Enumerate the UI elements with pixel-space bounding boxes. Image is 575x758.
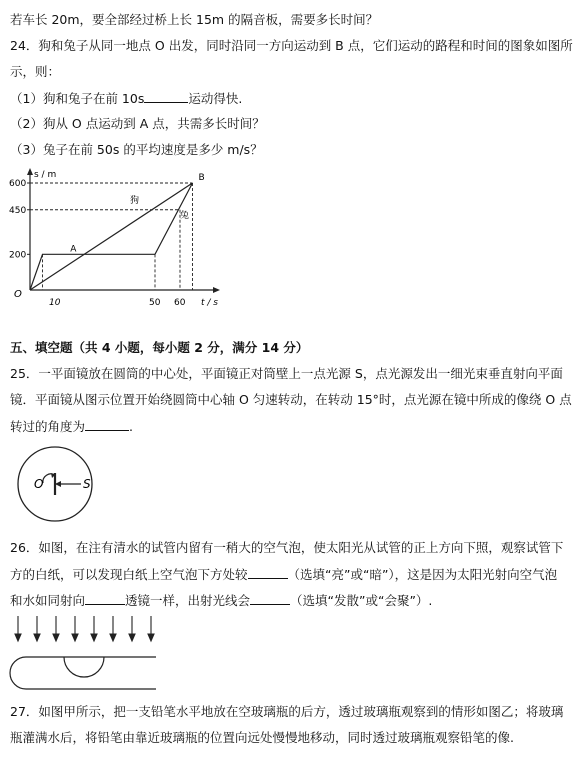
test-tube-figure (6, 610, 166, 696)
y-tick-label: 450 (9, 205, 27, 216)
q25-text: 转过的角度为 (10, 419, 86, 434)
section-title: 五、填空题（共 4 小题，每小题 2 分，满分 14 分） (10, 340, 309, 355)
answer-blank (85, 418, 129, 431)
question-25-cont: 镜．平面镜从图示位置开始绕圆筒中心轴 O 匀速转动，在转动 15°时，点光源在镜中所成的像绕 O 点 (10, 392, 572, 407)
q26-text-4: 透镜一样，出射光线会 (125, 593, 251, 608)
q26-text-2: （选填“亮”或“暗”），这是因为太阳光射向空气泡 (287, 567, 558, 582)
q26-text-5: （选填“发散”或“会聚”）. (290, 593, 433, 608)
q26-text: 方的白纸，可以发现白纸上空气泡下方处较 (10, 567, 248, 582)
question-26-end (10, 592, 432, 609)
point-label-a: A (70, 244, 77, 255)
series-label-rabbit: 兔 (180, 211, 190, 221)
air-bubble (64, 657, 104, 677)
sunlight-arrows (15, 616, 154, 641)
question-24-part1 (10, 90, 242, 107)
source-label: S (83, 477, 91, 491)
question-27: 27．如图甲所示，把一支铅笔水平地放在空玻璃瓶的后方，透过玻璃瓶观察到的情形如图乙；将玻璃 (10, 704, 564, 719)
question-25: 25．一平面镜放在圆筒的中心处，平面镜正对筒壁上一点光源 S，点光源发出一细光束垂直射向平面 (10, 366, 563, 381)
question-24-part2: （2）狗从 O 点运动到 A 点，共需多长时间？ (10, 116, 265, 131)
question-27-cont: 瓶灌满水后，将铅笔由靠近玻璃瓶的位置向远处慢慢地移动，同时透过玻璃瓶观察铅笔的像. (10, 730, 514, 745)
x-tick-label: 60 (174, 298, 186, 308)
distance-time-chart (4, 166, 234, 311)
y-tick-label: 200 (9, 250, 27, 261)
cylinder-mirror-figure (8, 443, 103, 525)
point-label-b: B (198, 173, 205, 183)
y-axis-arrow-icon (27, 168, 33, 175)
answer-blank (85, 592, 125, 605)
question-25-end (10, 418, 133, 435)
question-26-cont (10, 566, 557, 583)
question-24-part3: （3）兔子在前 50s 的平均速度是多少 m/s？ (10, 142, 263, 157)
y-axis-label: s / m (34, 170, 57, 180)
origin-label: O (14, 289, 22, 300)
answer-blank (144, 90, 188, 103)
y-tick-label: 600 (9, 179, 27, 189)
q26-text-3: 和水如同射向 (10, 593, 86, 608)
answer-blank (250, 592, 290, 605)
x-axis-arrow-icon (213, 287, 220, 293)
x-tick-label: 10 (49, 298, 61, 308)
center-label: O (34, 477, 44, 491)
x-axis-label: t / s (201, 298, 218, 308)
q25-period: . (129, 419, 133, 434)
answer-blank (248, 566, 288, 579)
test-tube (10, 657, 156, 689)
x-tick-label: 50 (149, 298, 161, 308)
question-24-cont: 示，则： (10, 64, 61, 79)
question-24: 24．狗和兔子从同一地点 O 出发，同时沿同一方向运动到 B 点，它们运动的路程和时间的图象如图所 (10, 38, 573, 53)
part1-text-end: 运动得快. (188, 91, 243, 106)
text-line: 若车长 20m，要全部经过桥上长 15m 的隔音板，需要多长时间？ (10, 12, 379, 27)
question-26: 26．如图，在注有清水的试管内留有一稍大的空气泡，使太阳光从试管的正上方向下照，观察试管下 (10, 540, 564, 555)
part1-text: （1）狗和兔子在前 10s (10, 91, 145, 106)
series-line-dog (30, 183, 193, 290)
series-label-dog: 狗 (130, 196, 140, 206)
